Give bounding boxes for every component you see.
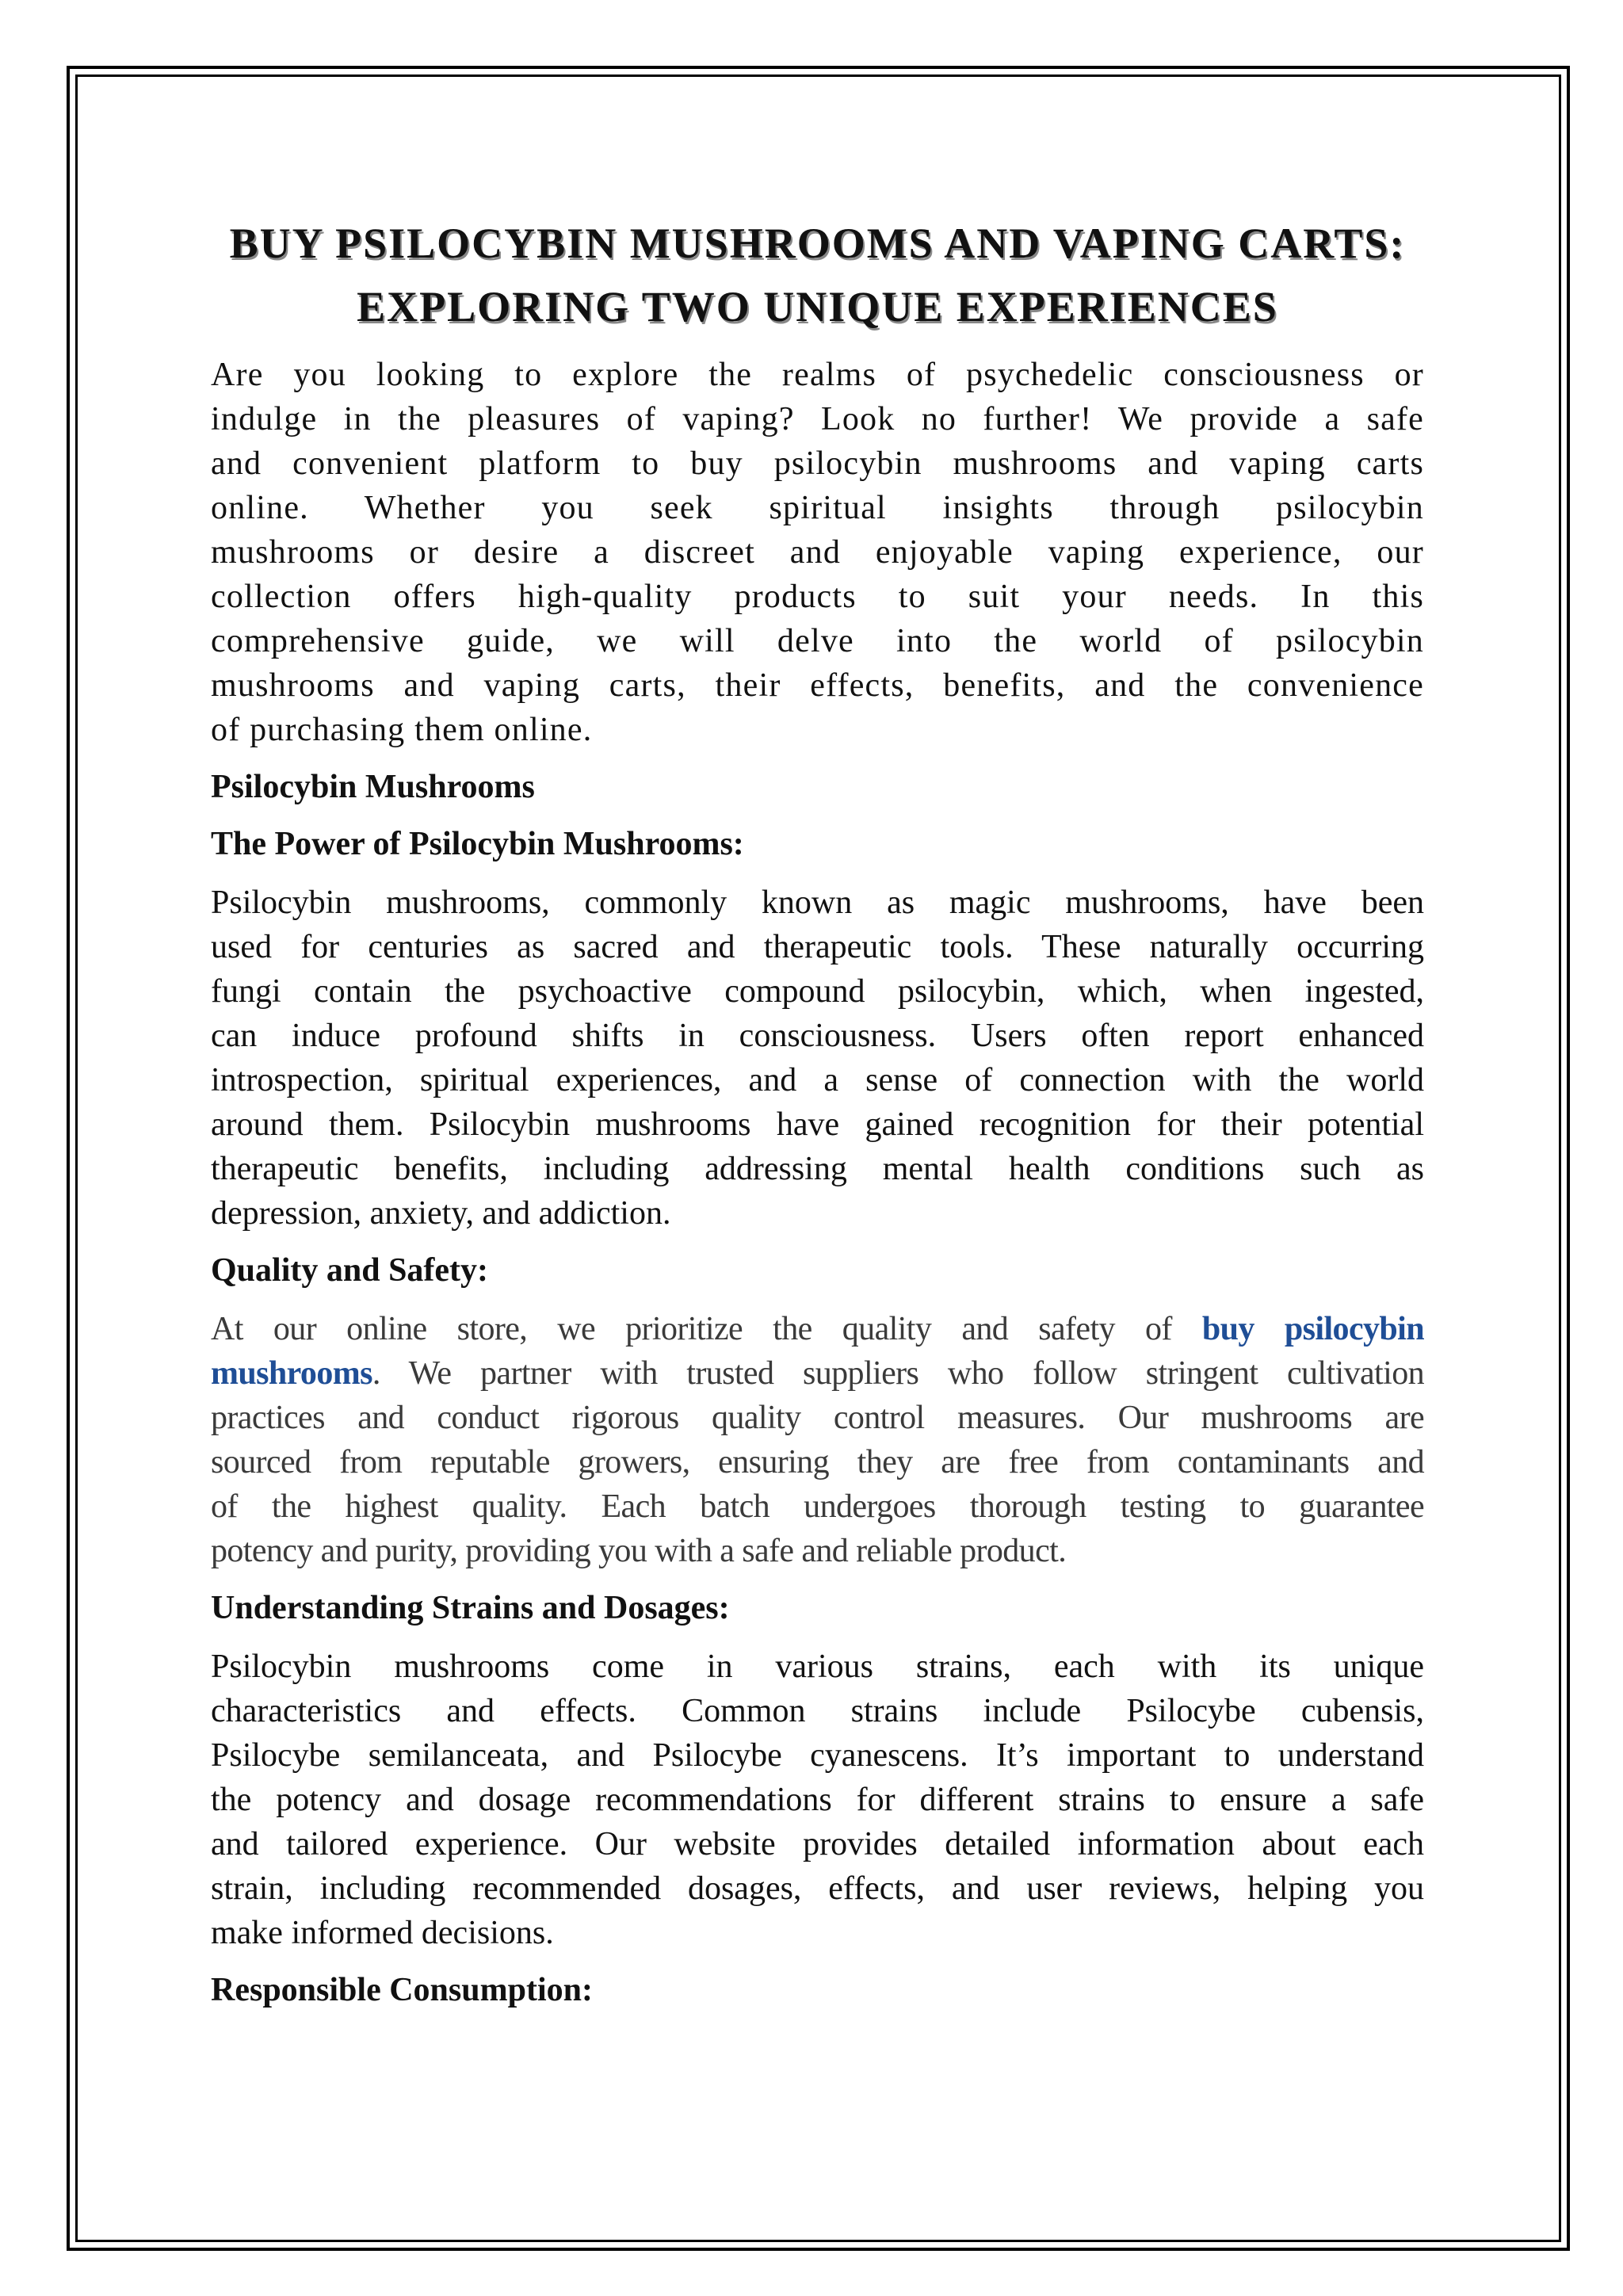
paragraph-line: practices and conduct rigorous quality control measures. Our mushrooms are — [211, 1400, 1424, 1436]
paragraph-line: collection offers high-quality products to suit your needs. In this — [211, 579, 1424, 615]
section-heading: The Power of Psilocybin Mushrooms: — [211, 826, 744, 862]
paragraph-line: the potency and dosage recommendations for different strains to ensure a safe — [211, 1782, 1424, 1818]
document-title — [211, 212, 1424, 338]
paragraph-line: therapeutic benefits, including addressing mental health conditions such as — [211, 1151, 1424, 1187]
paragraph-line: introspection, spiritual experiences, and a sense of connection with the world — [211, 1062, 1424, 1098]
title-line-1: BUY PSILOCYBIN MUSHROOMS AND VAPING CARTS: — [229, 220, 1406, 267]
paragraph-line: online. Whether you seek spiritual insights through psilocybin — [211, 490, 1424, 526]
paragraph-line: Are you looking to explore the realms of psychedelic consciousness or — [211, 357, 1424, 393]
paragraph — [211, 1307, 1424, 1573]
paragraph-line: characteristics and effects. Common strains include Psilocybe cubensis, — [211, 1693, 1424, 1729]
paragraph-line — [211, 1351, 1424, 1396]
text-segment: At our online store, we prioritize the quality and safety of — [211, 1311, 1202, 1347]
paragraph-line: make informed decisions. — [211, 1915, 554, 1951]
paragraph-line: used for centuries as sacred and therapeutic tools. These naturally occurring — [211, 929, 1424, 965]
document-content — [211, 212, 1424, 2012]
paragraph-line: sourced from reputable growers, ensuring they are free from contaminants and — [211, 1444, 1424, 1480]
paragraph-line: strain, including recommended dosages, effects, and user reviews, helping you — [211, 1870, 1424, 1907]
paragraph-line: of the highest quality. Each batch undergoes thorough testing to guarantee — [211, 1488, 1424, 1525]
paragraph — [211, 881, 1424, 1236]
paragraph — [211, 1645, 1424, 1955]
paragraph-line: of purchasing them online. — [211, 712, 593, 748]
section-heading: Psilocybin Mushrooms — [211, 769, 535, 805]
paragraph-line: indulge in the pleasures of vaping? Look no further! We provide a safe — [211, 401, 1424, 437]
buy-psilocybin-mushrooms-link[interactable]: mushrooms — [211, 1355, 372, 1392]
paragraph-line: Psilocybin mushrooms come in various strains, each with its unique — [211, 1648, 1424, 1685]
paragraph-line: Psilocybin mushrooms, commonly known as magic mushrooms, have been — [211, 884, 1424, 921]
paragraph — [211, 353, 1424, 752]
paragraph-line — [211, 1307, 1424, 1351]
paragraph-line: can induce profound shifts in consciousness. Users often report enhanced — [211, 1018, 1424, 1054]
paragraph-line: around them. Psilocybin mushrooms have gained recognition for their potential — [211, 1106, 1424, 1143]
buy-psilocybin-mushrooms-link[interactable]: buy psilocybin — [1201, 1311, 1424, 1347]
paragraph-line: Psilocybe semilanceata, and Psilocybe cyanescens. It’s important to understand — [211, 1737, 1424, 1774]
section-heading: Quality and Safety: — [211, 1252, 489, 1289]
paragraph-line: fungi contain the psychoactive compound psilocybin, which, when ingested, — [211, 973, 1424, 1010]
paragraph-line: mushrooms and vaping carts, their effects, benefits, and the convenience — [211, 667, 1424, 704]
section-heading: Understanding Strains and Dosages: — [211, 1590, 730, 1626]
paragraph-line: and tailored experience. Our website provides detailed information about each — [211, 1826, 1424, 1862]
paragraph-line: and convenient platform to buy psilocybin mushrooms and vaping carts — [211, 445, 1424, 482]
paragraph-line: mushrooms or desire a discreet and enjoyable vaping experience, our — [211, 534, 1424, 571]
section-heading: Responsible Consumption: — [211, 1972, 593, 2008]
document-body — [211, 353, 1424, 2012]
paragraph-line: depression, anxiety, and addiction. — [211, 1195, 671, 1232]
paragraph-line: potency and purity, providing you with a safe and reliable product. — [211, 1533, 1067, 1569]
title-line-2: EXPLORING TWO UNIQUE EXPERIENCES — [357, 283, 1278, 330]
text-segment: . We partner with trusted suppliers who follow stringent cultivation — [372, 1355, 1424, 1392]
paragraph-line: comprehensive guide, we will delve into the world of psilocybin — [211, 623, 1424, 659]
